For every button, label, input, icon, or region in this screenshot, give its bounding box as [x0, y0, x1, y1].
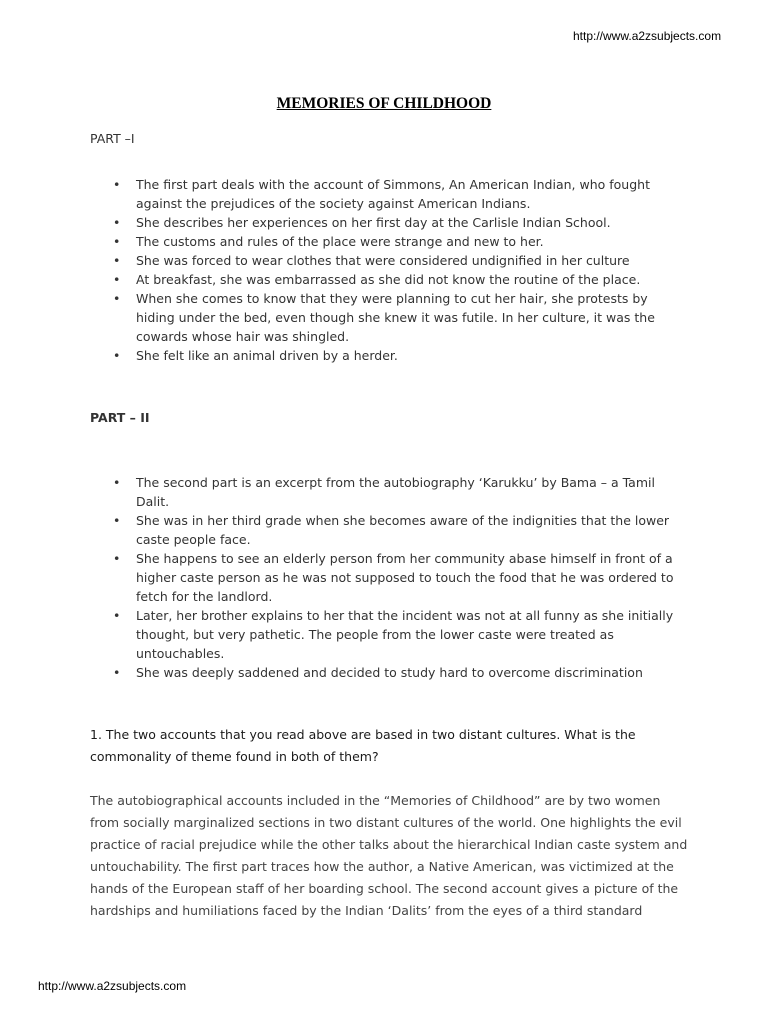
- answer-paragraph: The autobiographical accounts included in the “Memories of Childhood” are by two women from socially marginalized sections in two distant cultures of the world. One highlights the evil practice of racial prejudice while the other talks about the hierarchical Indian caste system and untouchability. The first part traces how the author, a Native American, was victimized at the hands of the European staff of her boarding school. The second account gives a picture of the hardships and humiliations faced by the Indian ‘Dalits’ from the eyes of a third standard: [90, 793, 688, 918]
- part-one-heading: PART –I: [90, 131, 135, 146]
- footer-url: http://www.a2zsubjects.com: [38, 979, 187, 993]
- list-item: • The second part is an excerpt from the autobiography ‘Karukku’ by Bama – a Tamil Dalit.: [113, 473, 683, 511]
- part-two-heading: PART – II: [90, 410, 150, 425]
- list-item: • Later, her brother explains to her that the incident was not at all funny as she initially thought, but very pathetic. The people from the lower caste were treated as untouchables.: [113, 606, 683, 663]
- list-item: • She was deeply saddened and decided to study hard to overcome discrimination: [113, 663, 683, 682]
- list-item: • When she comes to know that they were planning to cut her hair, she protests by hiding under the bed, even though she knew it was futile. In her culture, it was the cowards whose hair was shingled.: [113, 289, 683, 346]
- list-item: • She happens to see an elderly person from her community abase himself in front of a higher caste person as he was not supposed to touch the food that he was ordered to fetch for the landlord.: [113, 549, 683, 606]
- list-item: • She was forced to wear clothes that were considered undignified in her culture: [113, 251, 683, 270]
- list-item: • The customs and rules of the place were strange and new to her.: [113, 232, 683, 251]
- list-item: • She was in her third grade when she becomes aware of the indignities that the lower caste people face.: [113, 511, 683, 549]
- list-item: • The first part deals with the account of Simmons, An American Indian, who fought against the prejudices of the society against American Indians.: [113, 175, 683, 213]
- question-text: 1. The two accounts that you read above are based in two distant cultures. What is the commonality of theme found in both of them?: [90, 727, 636, 764]
- list-item: • She felt like an animal driven by a herder.: [113, 346, 683, 365]
- header-url: http://www.a2zsubjects.com: [573, 29, 722, 43]
- list-item: • At breakfast, she was embarrassed as she did not know the routine of the place.: [113, 270, 683, 289]
- list-item: • She describes her experiences on her first day at the Carlisle Indian School.: [113, 213, 683, 232]
- part-two-bullet-list: [113, 473, 683, 682]
- part-one-bullet-list: [113, 175, 683, 365]
- page-title: MEMORIES OF CHILDHOOD: [276, 95, 492, 112]
